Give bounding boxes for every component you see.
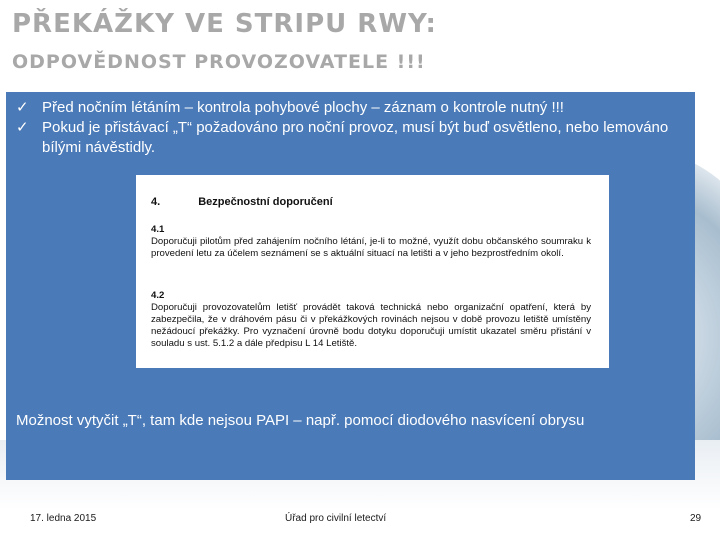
bottom-note: Možnost vytyčit „T“, tam kde nejsou PAPI – např. pomocí diodového nasvícení obrysu [16, 412, 585, 429]
bullet-text: Pokud je přistávací „T“ požadováno pro noční provoz, musí být buď osvětleno, nebo lemováno bílými návěstidly. [42, 119, 669, 156]
section-title: Bezpečnostní doporučení [198, 196, 333, 208]
slide-title [12, 6, 702, 78]
footer-organization: Úřad pro civilní letectví [285, 513, 387, 524]
check-icon: ✓ [16, 119, 29, 136]
document-item [151, 290, 591, 350]
page-number: 29 [690, 513, 702, 524]
title-line-2: ODPOVĚDNOST PROVOZOVATELE !!! [12, 51, 426, 73]
item-number: 4.1 [151, 224, 165, 235]
check-icon: ✓ [16, 99, 29, 116]
item-text: Doporučuji pilotům před zahájením nočního létání, je-li to možné, využít dobu občanského soumraku k provedení letu za účelem seznámení se s aktuální situací na letišti a v jeho bezprostředním okolí. [151, 236, 591, 260]
document-item [151, 224, 591, 260]
bullet-text: Před nočním létáním – kontrola pohybové plochy – záznam o kontrole nutný !!! [42, 99, 564, 116]
title-line-1: PŘEKÁŽKY VE STRIPU RWY: [12, 9, 437, 39]
bullet-list [16, 98, 692, 158]
item-number: 4.2 [151, 290, 165, 301]
document-heading [151, 196, 371, 208]
footer-date: 17. ledna 2015 [30, 513, 97, 524]
item-text: Doporučuji provozovatelům letišť provádět taková technická nebo organizační opatření, která by zabezpečila, že v dráhovém pásu či v překážkových rovinách nejsou v době provozu letiště umístěny nežádoucí překážky. Pro vyznačení úrovně bodu dotyku doporučuji umístit ukazatel směru přistání v souladu s ust. 5.1.2 a dále předpisu L 14 Letiště. [151, 302, 591, 350]
section-number: 4. [151, 196, 161, 208]
bullet-item [16, 98, 692, 118]
bullet-item [16, 118, 692, 158]
document-excerpt [136, 175, 609, 368]
